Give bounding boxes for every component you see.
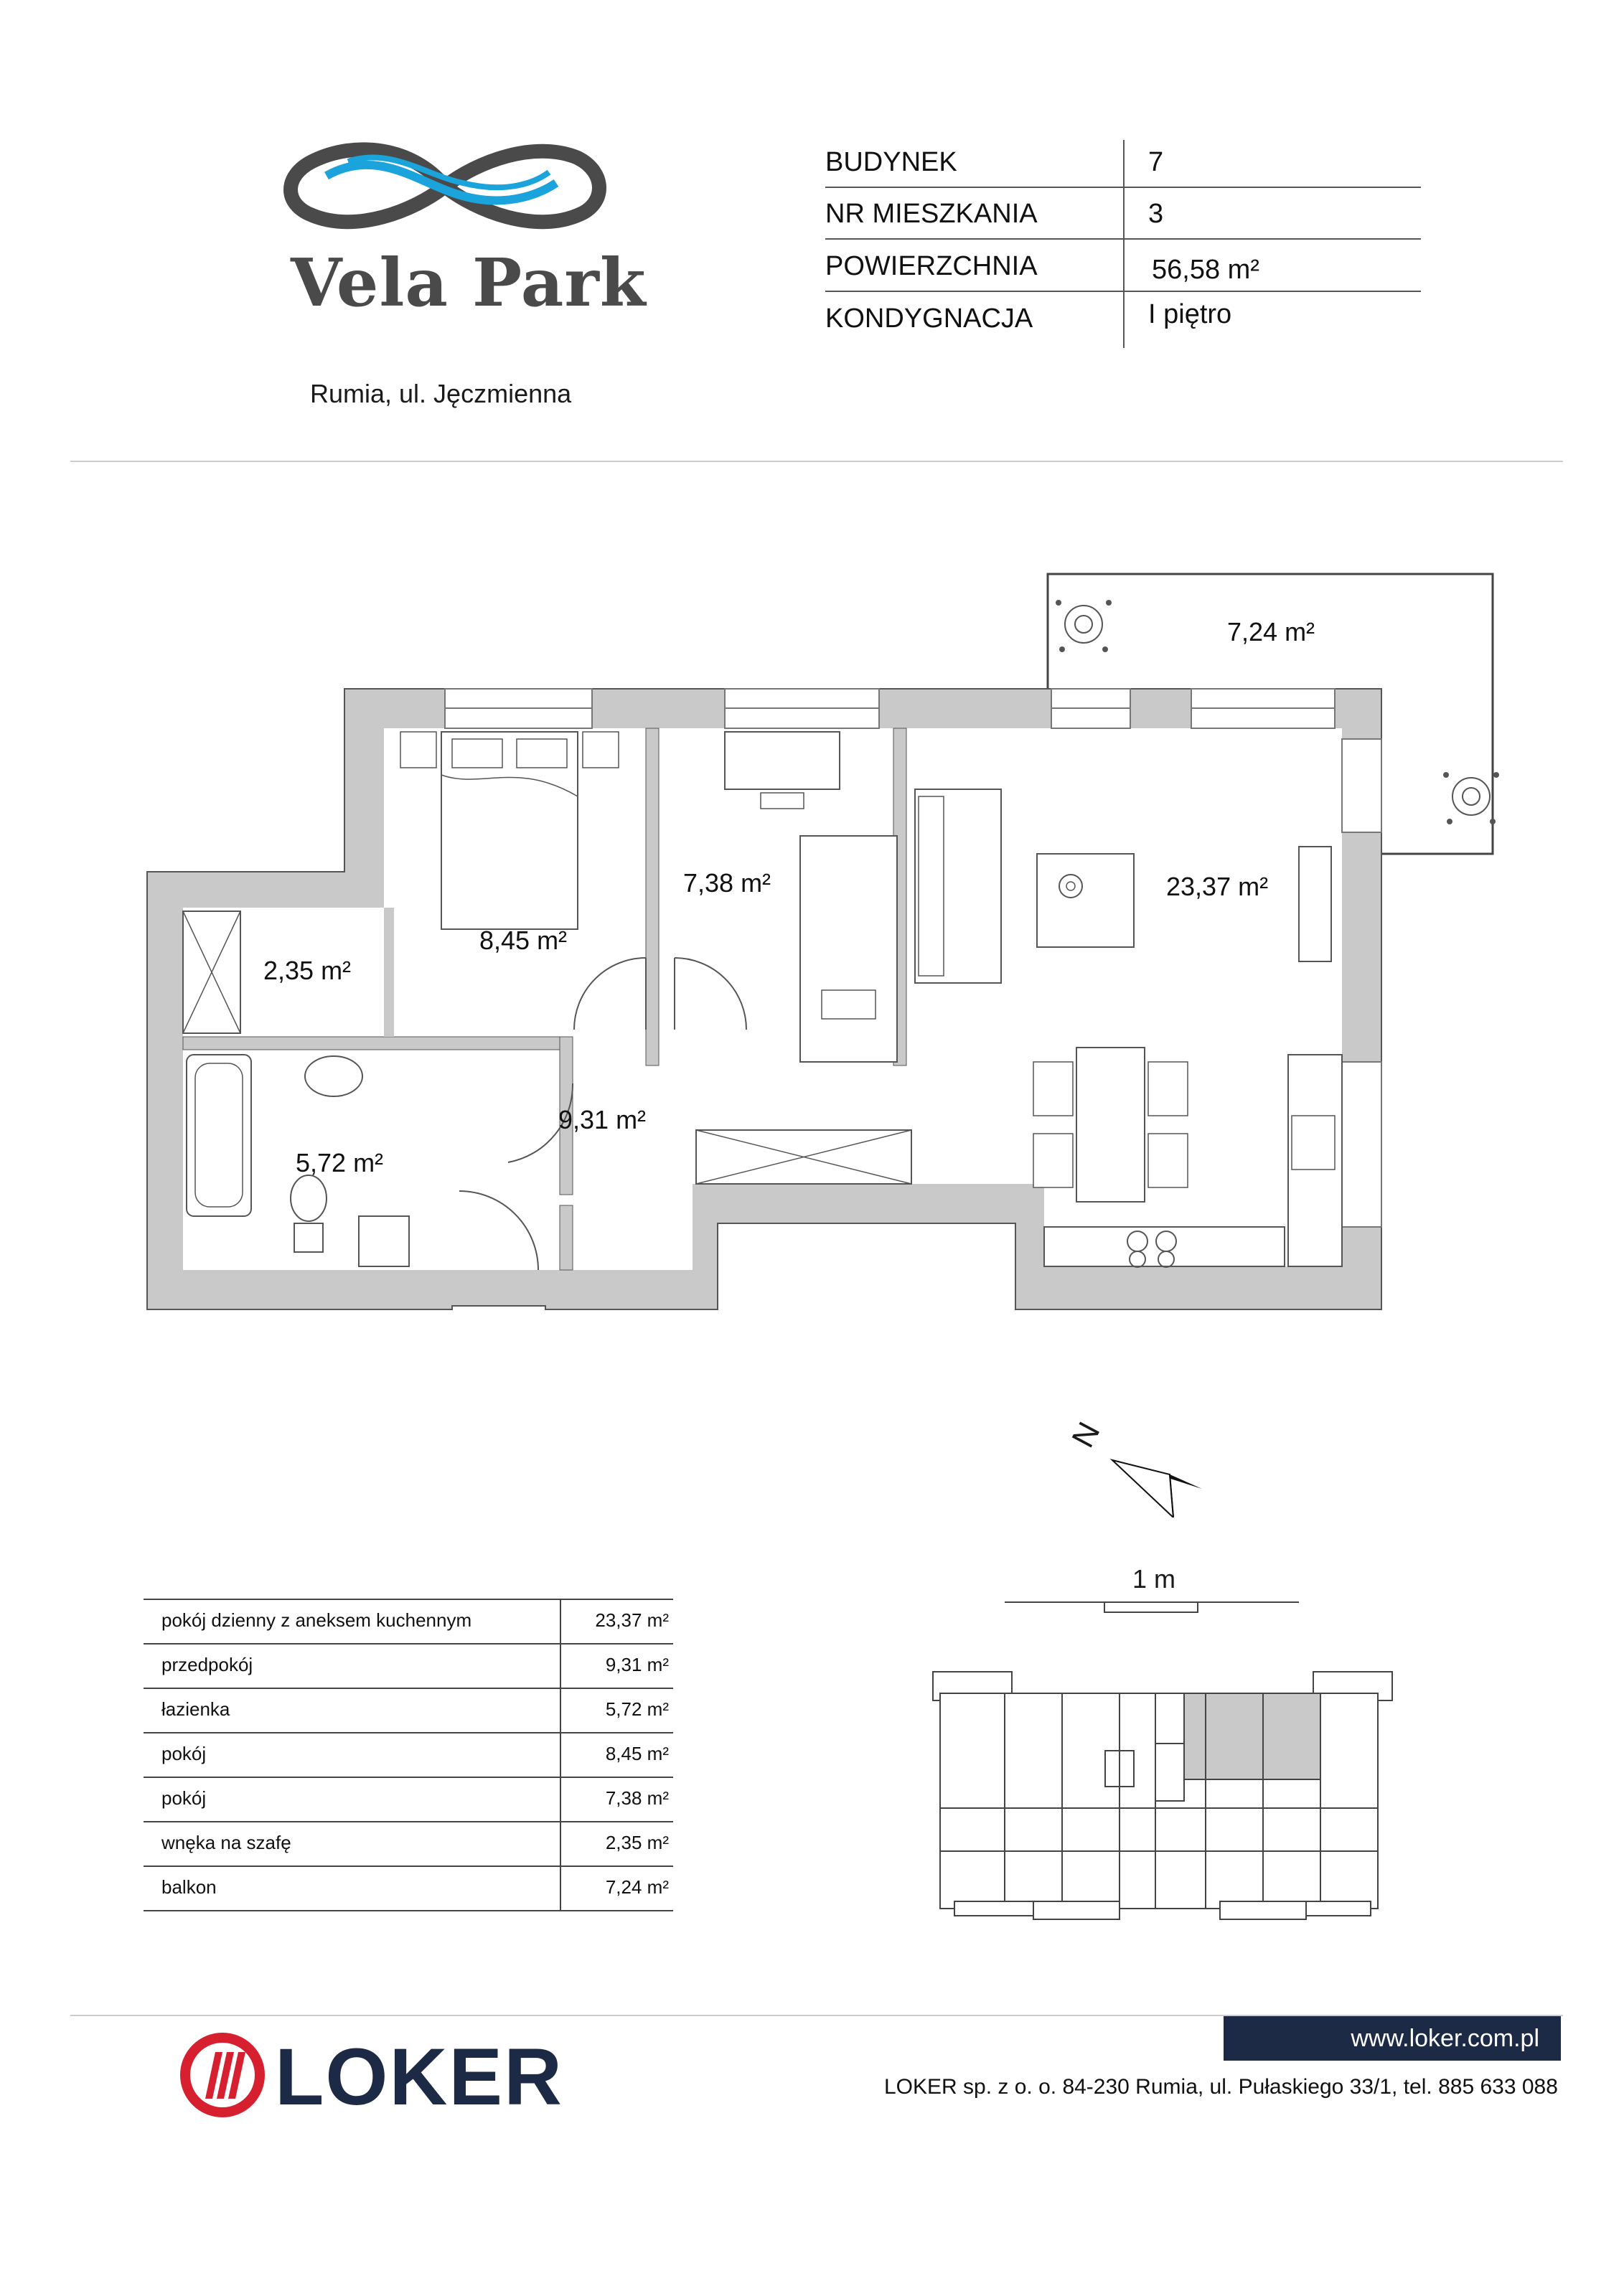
table-row-value: 7,24 m²: [605, 1876, 669, 1898]
scale-label: 1 m: [1132, 1564, 1176, 1594]
scale-bar: [1005, 1564, 1306, 1614]
table-row-label: pokój: [161, 1787, 207, 1809]
room-area-hall: 9,31 m²: [558, 1105, 647, 1134]
compass: [1065, 1416, 1213, 1518]
info-label-apartment: NR MIESZKANIA: [825, 199, 1038, 229]
table-row-value: 2,35 m²: [605, 1832, 669, 1853]
room-area-room1: 8,45 m²: [479, 926, 568, 955]
table-row-value: 23,37 m²: [595, 1609, 669, 1631]
table-row-label: przedpokój: [161, 1654, 253, 1675]
compass-letter: N: [1065, 1416, 1107, 1454]
floor-plan: [144, 560, 1529, 1320]
table-row-label: łazienka: [161, 1698, 230, 1720]
info-label-area: POWIERZCHNIA: [825, 251, 1038, 281]
website-band: [1224, 2016, 1561, 2061]
table-row-value: 7,38 m²: [605, 1787, 669, 1809]
company-address: LOKER sp. z o. o. 84-230 Rumia, ul. Pułaskiego 33/1, tel. 885 633 088: [884, 2075, 1558, 2099]
table-row-label: pokój: [161, 1743, 207, 1764]
infinity-logo-icon: [283, 133, 606, 240]
table-row-value: 5,72 m²: [605, 1698, 669, 1720]
room-area-room2: 7,38 m²: [683, 868, 771, 898]
table-row-label: wnęka na szafę: [161, 1832, 291, 1853]
table-row-label: balkon: [161, 1876, 217, 1898]
website-link[interactable]: www.loker.com.pl: [1351, 2025, 1539, 2052]
table-row-value: 9,31 m²: [605, 1654, 669, 1675]
info-value-building: 7: [1148, 147, 1164, 177]
info-value-floor: I piętro: [1148, 299, 1232, 329]
header-divider: [70, 461, 1563, 462]
loker-logo-icon: [178, 2031, 268, 2120]
info-label-building: BUDYNEK: [825, 147, 957, 177]
company-name: LOKER: [275, 2032, 563, 2122]
table-row-value: 8,45 m²: [605, 1743, 669, 1764]
company-logo: [178, 2031, 563, 2124]
room-area-balcony: 7,24 m²: [1227, 617, 1315, 646]
table-row-label: pokój dzienny z aneksem kuchennym: [161, 1609, 472, 1631]
brand-name: Vela Park: [291, 244, 647, 321]
brand-location: Rumia, ul. Jęczmienna: [310, 379, 572, 408]
info-value-apartment: 3: [1148, 199, 1164, 229]
brand-logo: [283, 133, 606, 240]
room-area-bathroom: 5,72 m²: [296, 1148, 384, 1177]
building-key-plan: [919, 1665, 1399, 1923]
room-area-living: 23,37 m²: [1166, 872, 1269, 901]
info-label-floor: KONDYGNACJA: [825, 304, 1033, 334]
room-area-closet: 2,35 m²: [263, 956, 352, 985]
info-value-area: 56,58 m²: [1152, 255, 1259, 285]
apartment-info: [825, 140, 1421, 348]
